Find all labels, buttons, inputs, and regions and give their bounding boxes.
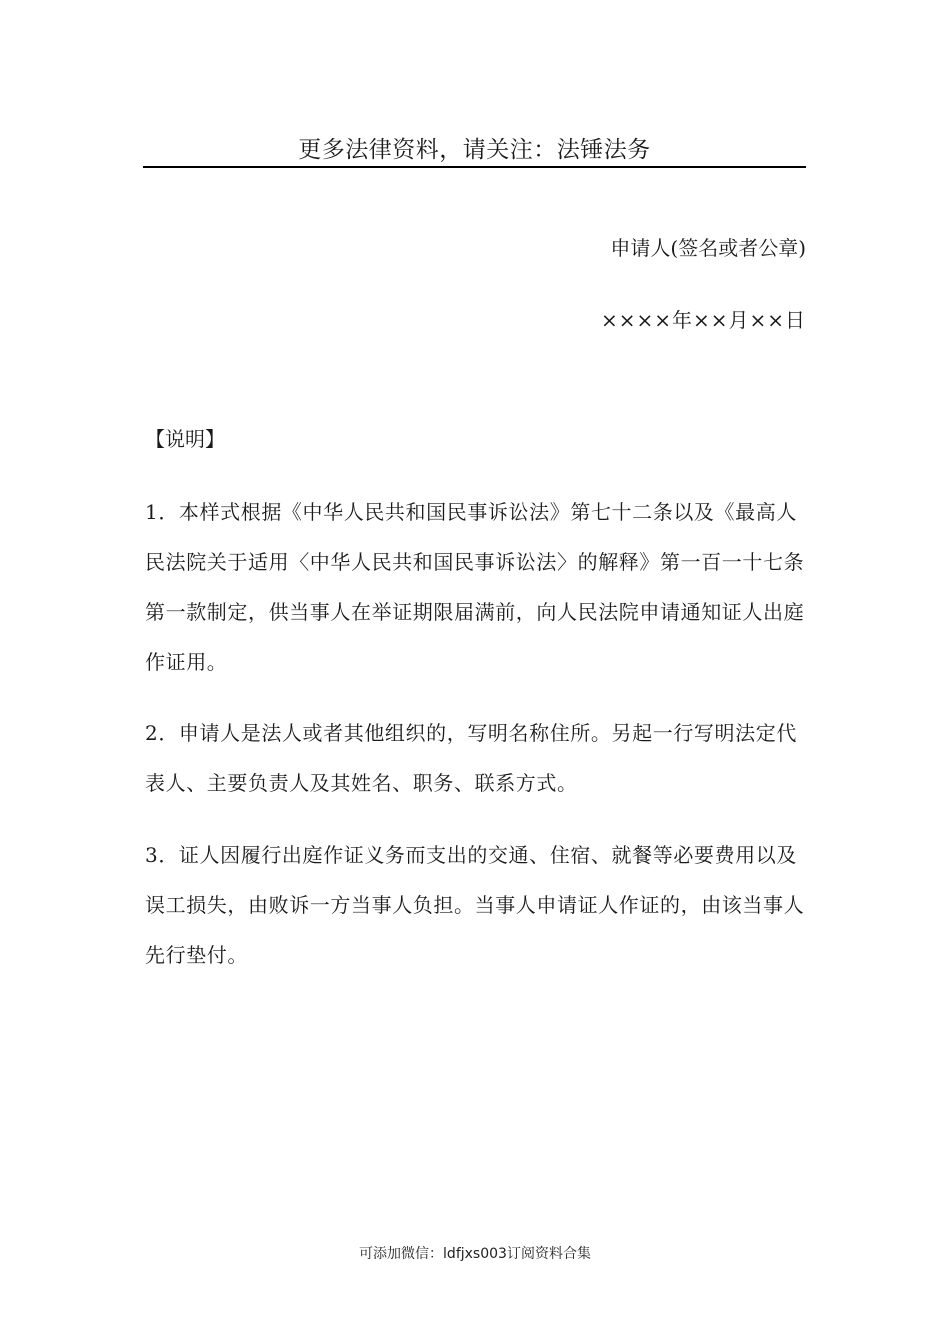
- note-item-2: 2．申请人是法人或者其他组织的，写明名称住所。另起一行写明法定代表人、主要负责人及其姓名、职务、联系方式。: [145, 721, 797, 795]
- date-line: ××××年××月××日: [600, 308, 806, 332]
- note-item-3: 3．证人因履行出庭作证义务而支出的交通、住宿、就餐等必要费用以及误工损失，由败诉一方当事人负担。当事人申请证人作证的，由该当事人先行垫付。: [145, 843, 805, 967]
- note-item-1: 1．本样式根据《中华人民共和国民事诉讼法》第七十二条以及《最高人民法院关于适用〈中华人民共和国民事诉讼法〉的解释》第一百一十七条第一款制定，供当事人在举证期限届满前，向人民法院申请通知证人出庭作证用。: [145, 500, 805, 674]
- page-footer: 可添加微信：ldfjxs003订阅资料合集: [359, 1246, 591, 1262]
- page-header: 更多法律资料，请关注：法锤法务: [143, 134, 806, 168]
- notes-title: 【说明】: [145, 427, 225, 451]
- applicant-signature-line: 申请人(签名或者公章): [610, 236, 806, 260]
